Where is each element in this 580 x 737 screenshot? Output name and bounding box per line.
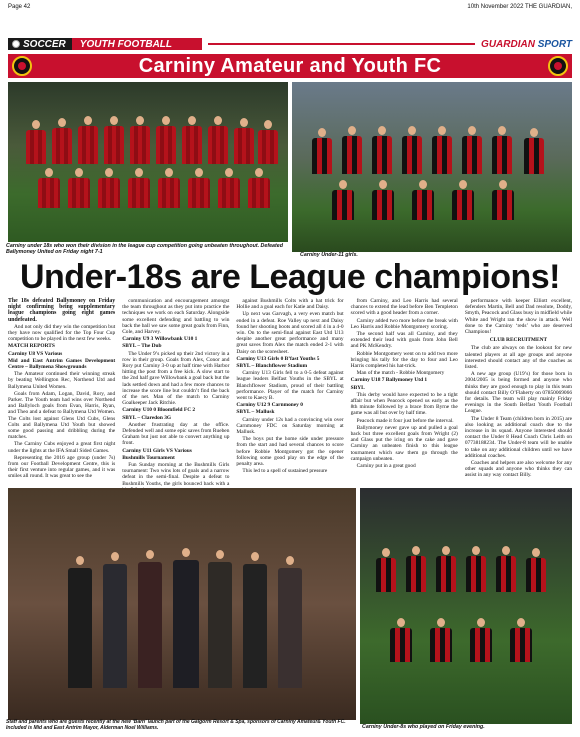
article-paragraph: The Amateur continued their winning streak by beating Wellington Rec, Northend Utd and Ballymena United Women. — [8, 371, 116, 390]
club-crest-icon — [12, 56, 32, 76]
caption-photo-3: Staff and parents who are guests recently at the new ‘Barn’ launch part of the Galgorm Resort & Spa, sponsors of Carniny Amateur& Youth FC. Included is Mid and East Antrim Mayor, Alderman Noel Williams. — [6, 719, 346, 731]
page-header-line — [8, 4, 572, 14]
article-paragraph: against Bushmills Colts with a hat trick for Hollie and a goal each for Katie and Daisy. — [236, 298, 344, 311]
article-columns — [8, 298, 573, 487]
article-paragraph: Carniny under 12s had a convincing win over Carnmoney FDC on Saturday morning at Mallusk. — [236, 416, 344, 436]
article-paragraph: The second half was all Carniny, and they extended their lead with goals from John Bell and PK McKendry. — [350, 331, 458, 350]
article-paragraph: Carniny U13 Girls fell to a 0-5 defeat against league leaders Belfast Youths in the SBYL at Blanchflower Stadium, proud of their battling performance. Player of the match for Carniny went to Kaecy B. — [236, 370, 344, 402]
article-paragraph: Man of the match - Robbie Montgomery — [356, 370, 445, 377]
article-paragraph: The Under 9’s picked up their 2nd victory in a row in their group. Goals from Alex, Conor and Rory put Carniny 3-0 up at half time with Harbor hitting the post from a free kick. A slow start to the 2nd half gave Willowbank a goal back but the lads settled down and had a few more chances to increase the score line but couldn’t find the back of the net. Man of the match to Carniny Goalkeeper Jack Ritchie. — [122, 350, 230, 407]
article-paragraph: This led to a spell of sustained pressure — [242, 468, 328, 475]
article-paragraph: Carniny added two more before the break with Leo Harris and Robbie Montgomery scoring. — [350, 317, 458, 330]
section-strip — [8, 38, 572, 50]
strip-rule — [208, 43, 475, 45]
football-icon — [12, 40, 20, 48]
soccer-label: SOCCER — [8, 38, 72, 50]
article-paragraph: SBYL — [350, 384, 365, 391]
article-paragraph: Ballymoney never gave up and pulled a goal back but three excellent goals from Wright (2) and Glass put the icing on the cake and gave Carniny an unbeaten finish to this league tournament which saw them go through the campaign unbeaten. — [350, 424, 458, 462]
article-paragraph: SBYL – Claredon 3G — [122, 414, 172, 421]
page-number: Page 42 — [8, 4, 31, 10]
article-paragraph: And not only did they win the competition but they have now qualified for the Top Four Cup competition to be played in the next few weeks. — [8, 323, 116, 343]
photo-under-11-girls — [292, 82, 572, 252]
article-paragraph: SBYL – Blanchflower Stadium — [236, 363, 308, 370]
headline: Under-18s are League champions! — [19, 258, 560, 296]
article-paragraph: Carniny U11 Girls VS Various — [122, 447, 192, 454]
article-paragraph: Carniny U8 VS Various — [8, 350, 63, 357]
caption-photo-2: Carniny Under-11 girls. — [300, 252, 358, 258]
article-paragraph: The boys put the home side under pressure from the start and had several chances to score before Robbie Montgomery got the opener following some good play on the edge of the penalty area. — [236, 436, 344, 468]
caption-photo-1: Carniny under 18s who won their division in the league cup competition going unbeaten throughout. Defeated Ballymoney United on Friday night 7-1 — [6, 243, 283, 255]
photo-staff-and-parents — [8, 488, 356, 720]
article-paragraph: Carniny U9 3 Willowbank U10 1 — [122, 336, 198, 343]
article-column-5 — [465, 298, 572, 484]
article-paragraph: Carniny put in a great good — [356, 463, 416, 470]
article-paragraph: from Carniny, and Leo Harris had several chances to extend the lead before Ben Templeton scored with a good header from a corner. — [350, 298, 458, 317]
article-paragraph: CLUB RECRUITMENT — [489, 337, 548, 344]
article-column-3 — [236, 298, 343, 484]
article-paragraph: Another frustrating day at the office. Defended well and some epic saves from Rueben Graham but just not able to convert anything up front. — [122, 421, 230, 447]
article-paragraph: Goals from Adam, Logan, David, Rory, and Parker. The Youth team had wins over Northend and Ballyloch goals from Evan, Harris, Ryan, and Theo and a defeat to Ballymena Utd Women. The Colts lost against Glens Utd Cubs, Glens Colts and Ballymena Utd Youth but showed some good passing and dribbling during the matches. — [8, 390, 116, 441]
photo-under-8s — [360, 488, 572, 724]
youth-football-label: YOUTH FOOTBALL — [72, 38, 202, 50]
article-paragraph: The Under 8 Team (children born in 2015) are also looking as additional coach due to the increase in its squad. Anyone interested should contact the Under 8 Head Coach Chris Leith on 07738188234. The Under-8 team will be unable to take on any additional children until we have additional coaches. — [464, 415, 573, 459]
article-column-4 — [351, 298, 458, 484]
article-paragraph: MATCH REPORTS — [8, 343, 55, 350]
article-column-2 — [122, 298, 230, 487]
article-paragraph: Bushmills Tournament — [122, 454, 175, 461]
article-paragraph: SBYL – The Dub — [122, 343, 162, 350]
photo-under-18s — [8, 82, 288, 242]
article-paragraph: This derby would have expected to be a tight affair but when Peacock opened us early as the 8th minute followed by a brace from Byrne the game was all but over by half time. — [350, 391, 458, 417]
article-paragraph: Mid and East Antrim Games Development Centre – Ballymena Showgrounds — [8, 357, 116, 371]
article-paragraph: Peacock made it four just before the interval. — [356, 417, 454, 424]
banner-title: Carniny Amateur and Youth FC — [138, 54, 442, 77]
article-paragraph: Up next was Garvagh, a very even match but ended in a defeat. Roe Valley up next and Daisy found her shooting boots and scored all 4 in a 4-0 win. On to the semi-final against East Utd U13 despite another great performance and many great saves from Alex the match ended 2-1 with Daisy on the scoresheet. — [236, 311, 344, 355]
issue-date: 10th November 2022 THE GUARDIAN, — [467, 4, 572, 10]
article-paragraph: The club are always on the lookout for new talented players at all age groups and anyone interested should contact any of the coaches as listed. — [464, 345, 573, 371]
article-paragraph: Carniny U12 9 Carnmoney 0 — [236, 402, 303, 409]
article-paragraph: SBYL – Mallusk — [236, 409, 275, 416]
article-paragraph: A new age group (U19’s) for those born in 2004/2005 is being formed and anyone who thinks they are good enough to play in this team should contact Billy O’Flaherty on 07850069066 for details. The team will play mainly Friday evenings in the South Belfast Youth Football League. — [464, 371, 573, 415]
caption-photo-4: Carniny Under-8s who played on Friday evening. — [362, 724, 485, 730]
article-paragraph: communication and encouragement amongst the team throughout as they put into practice the techniques we work on each Saturday. Alongside some excellent defending and battling to win back the ball we saw some great goals from Finn, Cole, and Harvey. — [122, 298, 230, 336]
article-paragraph: The Carniny Cubs enjoyed a great first night under the lights at the IFA Small Sided Games. — [8, 441, 116, 454]
club-banner — [8, 54, 572, 78]
article-paragraph: performance with keeper Elliott excellent, defenders Martin, Bell and Dad resolute, Doddy, Smyth, Peacock and Glass busy in midfield while White and Wright ran the show in attack. Well done to the Carniny ‘reds’ who are deserved Champions! — [464, 298, 573, 336]
article-paragraph: Robbie Montgomery went on to add two more bringing his tally for the day to four and Leo Harris completed his hat-trick. — [350, 350, 458, 370]
guardian-sport-logo: GUARDIAN SPORT — [481, 38, 572, 50]
article-column-1 — [8, 298, 115, 484]
article-paragraph: Fun Sunday morning at the Bushmills Girls tournament: Two wins lots of goals and a narrow defeat in the semi-final. Despite a defeat to Bushmills Youths, the girls bounced back with a — [122, 462, 230, 487]
article-paragraph: Representing the 2016 age group (under 7s) from our Football Development Centre, this is their first venture into regular games, and it was smiles all round. It was great to see the — [8, 454, 116, 480]
club-crest-icon — [548, 56, 568, 76]
article-paragraph: Carniny U10 0 Bloomfield FC 2 — [122, 407, 196, 414]
article-paragraph: Carniny U18 7 Ballymoney Utd 1 — [350, 377, 428, 384]
article-paragraph: The 18s defeated Ballymoney on Friday night confirming being supplementary league champions going eight games undefeated. — [8, 298, 116, 323]
article-paragraph: Coaches and helpers are also welcome for any other squads and anyone who thinks they can assist in any way contact Billy. — [464, 460, 573, 479]
article-paragraph: Carniny U13 Girls 0 B’fast Youths 5 — [236, 355, 320, 362]
